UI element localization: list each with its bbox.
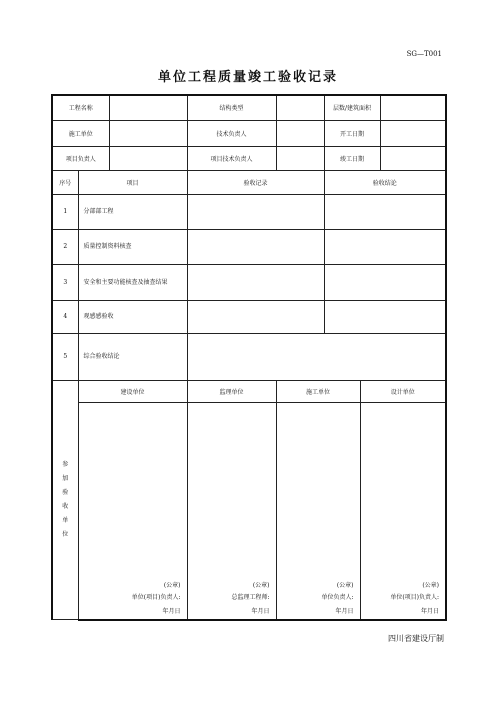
value-structure-type[interactable] xyxy=(276,95,324,120)
item-name: 质量控制资料核查 xyxy=(78,229,187,264)
label-project-manager: 项目负责人 xyxy=(52,146,109,170)
value-technical-lead[interactable] xyxy=(276,120,324,146)
info-row-2 xyxy=(52,120,446,146)
label-floors-area: 层数/建筑面积 xyxy=(324,95,380,120)
value-start-date[interactable] xyxy=(380,120,446,146)
signature-cell-owner[interactable] xyxy=(78,402,187,620)
item-conclusion-cell[interactable] xyxy=(324,264,446,300)
label-construction-unit: 施工单位 xyxy=(52,120,109,146)
responsible-label: 单位(项目)负责人: xyxy=(390,593,440,601)
item-name: 综合验收结论 xyxy=(78,333,187,380)
seal-label: (公章) xyxy=(336,581,354,589)
item-row-4 xyxy=(52,300,446,333)
responsible-label: 总监理工程师: xyxy=(231,593,270,601)
acceptance-form-table xyxy=(51,94,447,621)
issuer-footer: 四川省建设厅制 xyxy=(388,634,444,643)
label-technical-lead: 技术负责人 xyxy=(187,120,276,146)
item-row-2 xyxy=(52,229,446,264)
item-record-cell[interactable] xyxy=(187,264,324,300)
date-label: 年月日 xyxy=(421,607,440,615)
item-number: 2 xyxy=(52,229,78,264)
participants-label-cell xyxy=(52,380,78,620)
item-conclusion-cell[interactable] xyxy=(324,194,446,229)
final-conclusion-cell[interactable] xyxy=(187,333,446,380)
value-project-tech-lead[interactable] xyxy=(276,146,324,170)
participant-signature-row xyxy=(52,402,446,620)
item-record-cell[interactable] xyxy=(187,300,324,333)
item-record-cell[interactable] xyxy=(187,194,324,229)
header-row xyxy=(52,170,446,194)
signature-cell-designer[interactable] xyxy=(360,402,446,620)
item-number: 3 xyxy=(52,264,78,300)
info-row-1 xyxy=(52,95,446,120)
value-project-manager[interactable] xyxy=(109,146,187,170)
value-project-name[interactable] xyxy=(109,95,187,120)
value-floors-area[interactable] xyxy=(380,95,446,120)
unit-name-designer: 设计单位 xyxy=(360,380,446,402)
header-seq: 序号 xyxy=(52,170,78,194)
participant-header-row xyxy=(52,380,446,402)
item-conclusion-cell[interactable] xyxy=(324,300,446,333)
unit-name-supervisor: 监理单位 xyxy=(187,380,276,402)
unit-name-contractor: 施工单位 xyxy=(276,380,360,402)
responsible-label: 单位负责人: xyxy=(321,593,354,601)
item-row-5 xyxy=(52,333,446,380)
item-conclusion-cell[interactable] xyxy=(324,229,446,264)
info-row-3 xyxy=(52,146,446,170)
item-number: 4 xyxy=(52,300,78,333)
item-number: 1 xyxy=(52,194,78,229)
item-name: 安全和主要功能核查及抽查结果 xyxy=(78,264,187,300)
signature-cell-contractor[interactable] xyxy=(276,402,360,620)
item-name: 观感感验收 xyxy=(78,300,187,333)
item-row-1 xyxy=(52,194,446,229)
seal-label: (公章) xyxy=(422,581,440,589)
label-completion-date: 竣工日期 xyxy=(324,146,380,170)
label-project-tech-lead: 项目技术负责人 xyxy=(187,146,276,170)
label-structure-type: 结构类型 xyxy=(187,95,276,120)
value-completion-date[interactable] xyxy=(380,146,446,170)
document-code: SG—T001 xyxy=(406,50,442,58)
header-conclusion: 验收结论 xyxy=(324,170,446,194)
responsible-label: 单位(项目)负责人: xyxy=(131,593,181,601)
date-label: 年月日 xyxy=(251,607,270,615)
participants-label: 参加验收单位 xyxy=(62,460,69,538)
page-title: 单位工程质量竣工验收记录 xyxy=(157,70,338,85)
date-label: 年月日 xyxy=(162,607,181,615)
value-construction-unit[interactable] xyxy=(109,120,187,146)
item-record-cell[interactable] xyxy=(187,229,324,264)
label-start-date: 开工日期 xyxy=(324,120,380,146)
header-item: 项目 xyxy=(78,170,187,194)
label-project-name: 工程名称 xyxy=(52,95,109,120)
date-label: 年月日 xyxy=(335,607,354,615)
unit-name-owner: 建设单位 xyxy=(78,380,187,402)
header-record: 验收记录 xyxy=(187,170,324,194)
seal-label: (公章) xyxy=(163,581,181,589)
seal-label: (公章) xyxy=(252,581,270,589)
signature-cell-supervisor[interactable] xyxy=(187,402,276,620)
item-number: 5 xyxy=(52,333,78,380)
item-name: 分部部工程 xyxy=(78,194,187,229)
item-row-3 xyxy=(52,264,446,300)
